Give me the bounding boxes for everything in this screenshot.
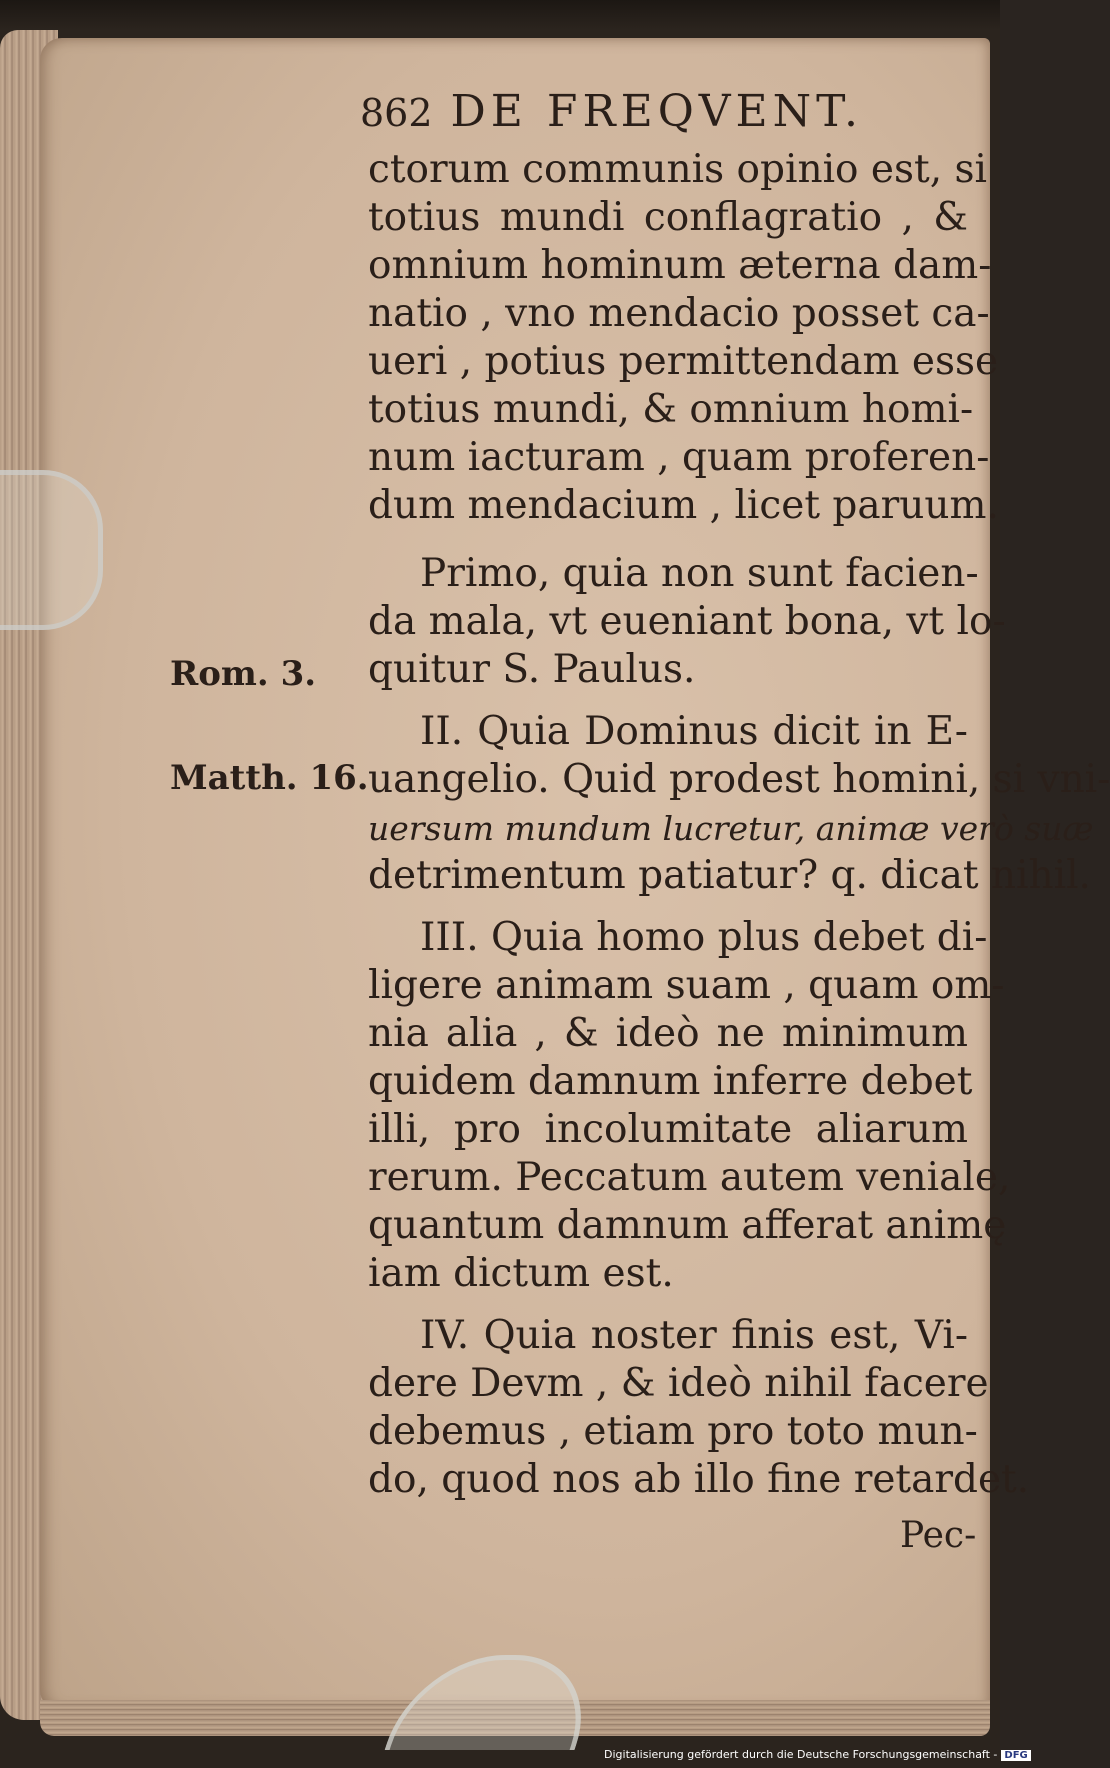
text-line: omnium hominum æterna dam- bbox=[368, 243, 992, 288]
text-line: totius mundi, & omnium homi- bbox=[368, 387, 974, 432]
footer-credit-text: Digitalisierung gefördert durch die Deutsche Forschungsgemeinschaft - bbox=[604, 1748, 998, 1761]
text-line: iam dictum est. bbox=[368, 1251, 674, 1296]
text-line: debemus , etiam pro toto mun- bbox=[368, 1409, 978, 1454]
margin-note-rom: Rom. 3. bbox=[170, 654, 317, 694]
text-line: num iacturam , quam proferen- bbox=[368, 435, 990, 480]
text-line: IV. Quia noster finis est, Vi- bbox=[420, 1313, 968, 1358]
text-line: II. Quia Dominus dicit in E- bbox=[420, 709, 968, 754]
footer-credit bbox=[604, 1748, 1031, 1761]
text-line: illi, pro incolumitate aliarum bbox=[368, 1107, 968, 1152]
text-line: da mala, vt eueniant bona, vt lo- bbox=[368, 599, 1006, 644]
dfg-logo-icon: DFG bbox=[1001, 1750, 1030, 1761]
text-line: ligere animam suam , quam om- bbox=[368, 963, 1005, 1008]
text-line: uangelio. Quid prodest homini, si vni- bbox=[368, 757, 1110, 802]
running-head: DE FREQVENT. bbox=[450, 86, 864, 137]
catchword: Pec- bbox=[900, 1515, 977, 1556]
text-line: Primo, quia non sunt facien- bbox=[420, 551, 979, 596]
text-line: natio , vno mendacio posset ca- bbox=[368, 291, 990, 336]
margin-note-matth: Matth. 16. bbox=[170, 758, 369, 798]
text-line: quitur S. Paulus. bbox=[368, 647, 696, 692]
text-line: quantum damnum afferat animę bbox=[368, 1203, 1007, 1248]
text-line: ctorum communis opinio est, si bbox=[368, 147, 987, 192]
text-line: detrimentum patiatur? q. dicat nihil. bbox=[368, 853, 1091, 898]
text-line: do, quod nos ab illo fine retardet. bbox=[368, 1457, 1030, 1502]
text-line: III. Quia homo plus debet di- bbox=[420, 915, 988, 960]
text-line: dere Devm , & ideò nihil facere bbox=[368, 1361, 989, 1406]
running-header bbox=[360, 86, 880, 137]
text-line: quidem damnum inferre debet bbox=[368, 1059, 973, 1104]
text-line-italic: uersum mundum lucretur, animæ verò suæ bbox=[368, 809, 1094, 848]
text-line: totius mundi conflagratio , & bbox=[368, 195, 968, 240]
text-line: ueri , potius permittendam esse bbox=[368, 339, 999, 384]
text-line: dum mendacium , licet paruum. bbox=[368, 483, 999, 528]
text-line: nia alia , & ideò ne minimum bbox=[368, 1011, 968, 1056]
text-line: rerum. Peccatum autem veniale, bbox=[368, 1155, 1011, 1200]
page-number: 862 bbox=[360, 91, 433, 135]
